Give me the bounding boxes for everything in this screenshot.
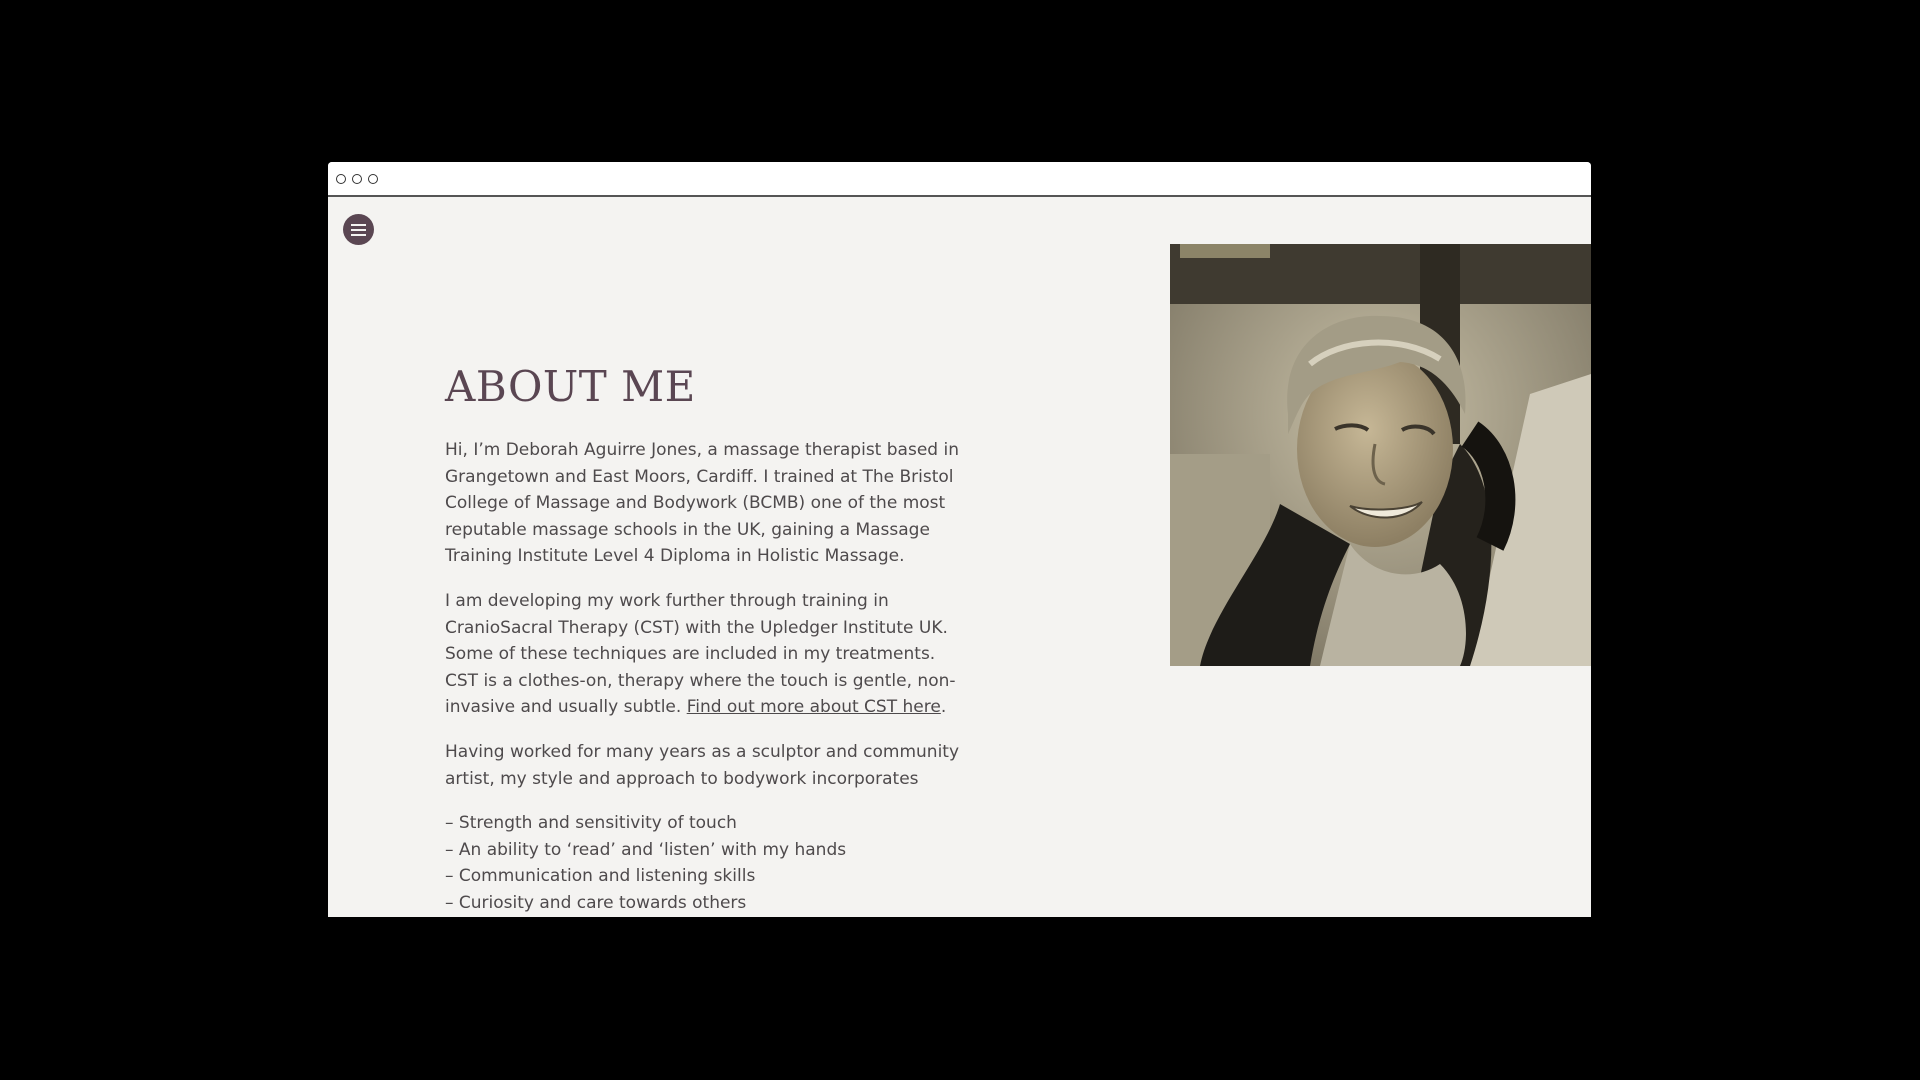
list-item: – Curiosity and care towards others: [445, 892, 747, 913]
list-item: – Communication and listening skills: [445, 866, 756, 887]
approach-paragraph: Having worked for many years as a sculptor and community artist, my style and approach to bodywork incorporates: [445, 742, 960, 789]
browser-window: [328, 162, 1591, 917]
cst-paragraph-end: .: [940, 697, 947, 718]
hamburger-menu-icon[interactable]: [343, 214, 374, 245]
cst-paragraph: [445, 588, 965, 721]
window-maximize-dot-icon[interactable]: [368, 174, 378, 184]
window-minimize-dot-icon[interactable]: [352, 174, 362, 184]
cst-paragraph-text: I am developing my work further through training in CranioSacral Therapy (CST) with the Upledger Institute UK. Some of these techniques are included in my treatments. CST is a clothes-on, therapy where the touch is gentle, non-invasive and usually subtle.: [445, 591, 956, 718]
skills-list: [445, 810, 846, 916]
portrait-photo: [1170, 244, 1591, 666]
list-item: – Strength and sensitivity of touch: [445, 813, 737, 833]
menu-bar-line: [351, 224, 366, 226]
window-titlebar: [328, 162, 1591, 197]
list-item: – An ability to ‘read’ and ‘listen’ with my hands: [445, 839, 847, 860]
window-close-dot-icon[interactable]: [336, 174, 346, 184]
cst-more-link[interactable]: Find out more about CST here: [686, 697, 941, 718]
intro-paragraph: Hi, I’m Deborah Aguirre Jones, a massage therapist based in Grangetown and East Moors, Cardiff. I trained at The Bristol College of Massage and Bodywork (BCMB) one of the most reputable massage schools in the UK, gaining a Massage Training Institute Level 4 Diploma in Holistic Massage.: [445, 440, 959, 567]
portrait-image: [1170, 244, 1591, 666]
menu-bar-line: [351, 234, 366, 236]
page-title: ABOUT ME: [445, 362, 696, 411]
menu-bar-line: [351, 229, 366, 231]
